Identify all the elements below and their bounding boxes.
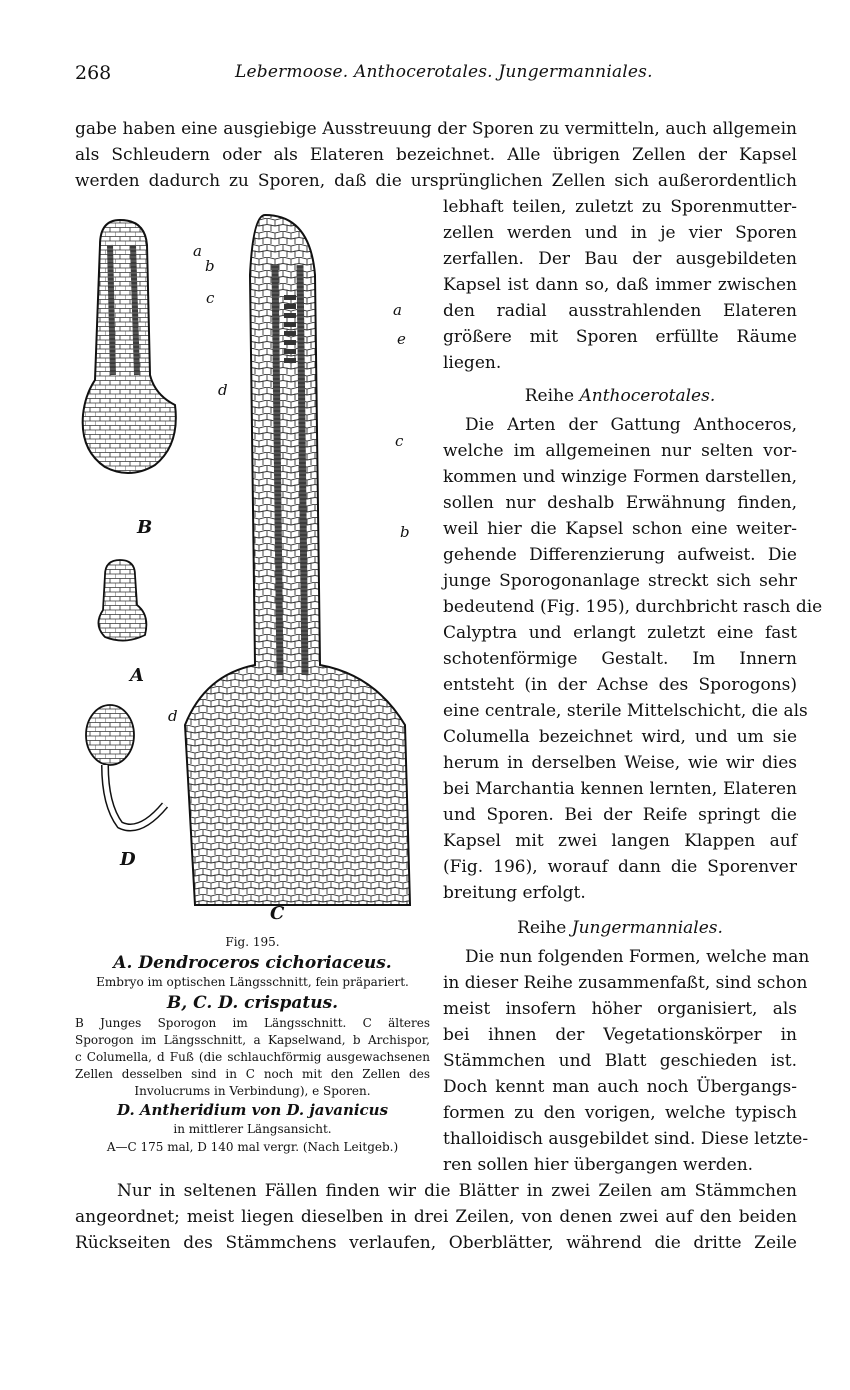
column-line: Calyptra und erlangt zuletzt eine fast xyxy=(443,623,797,643)
caption-bc-line: B, C. D. crispatus. xyxy=(166,993,339,1013)
heading-prefix: Reihe xyxy=(524,386,575,406)
column-line: breitung erfolgt. xyxy=(443,883,586,903)
column-line: (Fig. 196), worauf dann die Sporenver xyxy=(443,857,797,877)
body-line: als Schleudern oder als Elateren bezeichnet. Alle übrigen Zellen der Kapsel xyxy=(75,145,797,165)
leader-letter: b xyxy=(400,523,410,541)
column-line: Kapsel mit zwei langen Klappen auf xyxy=(443,831,797,851)
column-line: Die nun folgenden Formen, welche man xyxy=(465,947,810,967)
leader-letter: a xyxy=(393,301,402,319)
leader-letter: e xyxy=(397,330,406,348)
caption-d-description: in mittlerer Längsansicht. xyxy=(173,1122,332,1136)
body-line: angeordnet; meist liegen dieselben in drei Zeilen, von denen zwei auf den beiden xyxy=(75,1207,797,1227)
column-line: kommen und winzige Formen darstellen, xyxy=(443,467,797,487)
caption-a-description: Embryo im optischen Längsschnitt, fein präpariert. xyxy=(96,975,409,989)
column-line: thalloidisch ausgebildet sind. Diese letzte- xyxy=(443,1129,809,1149)
column-line: in dieser Reihe zusammenfaßt, sind schon xyxy=(443,973,808,993)
column-line: junge Sporogonanlage streckt sich sehr xyxy=(443,571,797,591)
caption-legend-line: Involucrums in Verbindung), e Sporen. xyxy=(134,1084,371,1098)
caption-legend-line: c Columella, d Fuß (die schlauchförmig ausgewachsenen xyxy=(75,1050,430,1064)
body-line: werden dadurch zu Sporen, daß die ursprünglichen Zellen sich außerordentlich xyxy=(75,171,797,191)
column-line: meist insofern höher organisiert, als xyxy=(443,999,797,1019)
column-line: sollen nur deshalb Erwähnung finden, xyxy=(443,493,797,513)
heading-prefix: Reihe xyxy=(517,918,567,938)
caption-a-line: A. Dendroceros cichoriaceus. xyxy=(113,953,392,973)
column-line: bedeutend (Fig. 195), durchbricht rasch die xyxy=(443,597,823,617)
caption-scale: A—C 175 mal, D 140 mal vergr. (Nach Leitgeb.) xyxy=(106,1140,399,1154)
section-heading-anthocerotales xyxy=(443,386,797,406)
leader-letter: b xyxy=(205,257,215,275)
column-line: gehende Differenzierung aufweist. Die xyxy=(443,545,797,565)
column-line: eine centrale, sterile Mittelschicht, die als xyxy=(443,701,808,721)
figure-illustration xyxy=(75,205,435,925)
caption-legend-line: Zellen desselben sind in C noch mit den Zellen des xyxy=(75,1067,430,1081)
column-line: bei Marchantia kennen lernten, Elateren xyxy=(443,779,797,799)
panel-c-drawing xyxy=(185,215,410,905)
column-line: liegen. xyxy=(443,353,502,373)
column-line: den radial ausstrahlenden Elateren xyxy=(443,301,797,321)
section-heading-jungermanniales xyxy=(443,918,797,938)
caption-legend-line: Sporogon im Längsschnitt, a Kapselwand, b Archispor, xyxy=(75,1033,430,1047)
page-number: 268 xyxy=(75,62,112,84)
body-line: gabe haben eine ausgiebige Ausstreuung der Sporen zu vermitteln, auch allgemein xyxy=(75,119,797,139)
column-line: herum in derselben Weise, wie wir dies xyxy=(443,753,797,773)
caption-fig-number: Fig. 195. xyxy=(225,935,280,949)
column-line: Columella bezeichnet wird, und um sie xyxy=(443,727,797,747)
leader-letter: c xyxy=(395,432,404,450)
caption-legend-line: B Junges Sporogon im Längsschnitt. C älteres xyxy=(75,1016,430,1030)
column-line: Stämmchen und Blatt geschieden ist. xyxy=(443,1051,797,1071)
column-line: Die Arten der Gattung Anthoceros, xyxy=(465,415,797,435)
column-line: zerfallen. Der Bau der ausgebildeten xyxy=(443,249,797,269)
running-head: Lebermoose. Anthocerotales. Jungermanniales. xyxy=(235,62,653,82)
column-line: welche im allgemeinen nur selten vor- xyxy=(443,441,797,461)
panel-d-drawing xyxy=(86,705,165,828)
panel-a-drawing xyxy=(98,560,146,641)
column-line: entsteht (in der Achse des Sporogons) xyxy=(443,675,797,695)
column-line: größere mit Sporen erfüllte Räume xyxy=(443,327,797,347)
leader-letter: a xyxy=(193,242,202,260)
heading-name: Jungermanniales. xyxy=(571,918,723,938)
figure-195 xyxy=(75,205,435,925)
column-line: Kapsel ist dann so, daß immer zwischen xyxy=(443,275,797,295)
column-line: weil hier die Kapsel schon eine weiter- xyxy=(443,519,797,539)
heading-name: Anthocerotales. xyxy=(579,386,716,406)
leader-letter: c xyxy=(206,289,215,307)
panel-b-drawing xyxy=(83,220,176,473)
column-line: bei ihnen der Vegetationskörper in xyxy=(443,1025,797,1045)
body-line: Nur in seltenen Fällen finden wir die Blätter in zwei Zeilen am Stämmchen xyxy=(117,1181,797,1201)
leader-letter: d xyxy=(168,707,178,725)
panel-label-a: A xyxy=(130,665,144,686)
panel-label-c: C xyxy=(270,903,285,924)
body-line: Rückseiten des Stämmchens verlaufen, Oberblätter, während die dritte Zeile xyxy=(75,1233,797,1253)
column-line: zellen werden und in je vier Sporen xyxy=(443,223,797,243)
caption-d-line: D. Antheridium von D. javanicus xyxy=(116,1101,389,1119)
column-line: schotenförmige Gestalt. Im Innern xyxy=(443,649,797,669)
panel-label-b: B xyxy=(137,517,153,538)
column-line: lebhaft teilen, zuletzt zu Sporenmutter- xyxy=(443,197,797,217)
leader-letter: d xyxy=(218,381,228,399)
panel-label-d: D xyxy=(120,849,136,870)
column-line: ren sollen hier übergangen werden. xyxy=(443,1155,754,1175)
column-line: Doch kennt man auch noch Übergangs- xyxy=(443,1077,797,1097)
column-line: und Sporen. Bei der Reife springt die xyxy=(443,805,797,825)
column-line: formen zu den vorigen, welche typisch xyxy=(443,1103,797,1123)
